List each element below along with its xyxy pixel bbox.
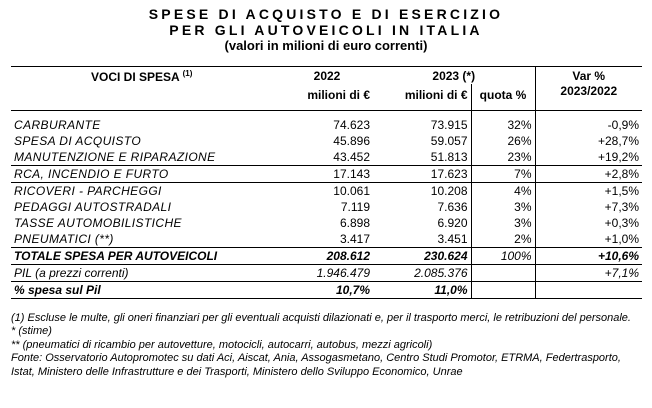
table-row bbox=[11, 133, 642, 149]
header-var: Var % bbox=[535, 67, 642, 85]
pil-row bbox=[11, 265, 642, 282]
table-cell: 51.813 bbox=[373, 149, 471, 166]
table-cell: +1,0% bbox=[535, 231, 642, 248]
title-line-2: PER GLI AUTOVEICOLI IN ITALIA bbox=[169, 22, 483, 38]
table-cell: % spesa sul Pil bbox=[11, 282, 281, 299]
table-cell: -0,9% bbox=[535, 117, 642, 133]
table-cell: 10.061 bbox=[333, 184, 370, 198]
table-cell: 23% bbox=[471, 149, 535, 166]
table-cell: 26% bbox=[471, 133, 535, 149]
table-cell: +10,6% bbox=[535, 248, 642, 265]
table-cell: PIL (a prezzi correnti) bbox=[11, 265, 281, 282]
table-cell: 2% bbox=[471, 231, 535, 248]
table-cell: 7.119 bbox=[340, 200, 370, 214]
title-subtitle: (valori in milioni di euro correnti) bbox=[224, 38, 428, 53]
table-row bbox=[11, 231, 642, 248]
table-row bbox=[11, 199, 642, 215]
table-cell: 73.915 bbox=[430, 118, 468, 132]
table-cell: CARBURANTE bbox=[14, 118, 101, 132]
table-cell bbox=[471, 265, 535, 282]
header-quota: quota % bbox=[471, 84, 535, 111]
table-cell: +28,7% bbox=[535, 133, 642, 149]
table-cell: 3% bbox=[471, 215, 535, 231]
table-cell: 74.623 bbox=[333, 118, 370, 132]
table-cell: +1,5% bbox=[535, 183, 642, 200]
table-cell: 1.946.479 bbox=[281, 265, 373, 282]
footnote-source: Fonte: Osservatorio Autopromotec su dati Aci, Aiscat, Ania, Assogasmetano, Centro Studi Promotor, ETRMA, Federtrasporto, Istat, Ministero delle Infrastrutture e dei Trasporti, Ministero dello Sviluppo Economico, Unrae bbox=[11, 352, 621, 378]
footnote-estimate: * (stime) bbox=[11, 325, 52, 338]
table-cell: +7,3% bbox=[535, 199, 642, 215]
unit-2022: milioni di € bbox=[281, 84, 373, 111]
pil-share-row bbox=[11, 282, 642, 299]
table-cell bbox=[535, 282, 642, 299]
table-row bbox=[11, 117, 642, 133]
table-cell: PEDAGGI AUTOSTRADALI bbox=[14, 200, 172, 214]
footnote-1: (1) Escluse le multe, gli oneri finanziari per gli eventuali acquisti dilazionati e, per il trasporto merci, le retribuzioni del personale. bbox=[11, 312, 631, 324]
table-cell: 7% bbox=[471, 166, 535, 183]
table-cell: 43.452 bbox=[281, 149, 373, 166]
table-cell: 6.898 bbox=[339, 216, 370, 230]
table-cell: 17.143 bbox=[281, 166, 373, 183]
table-cell: 7.636 bbox=[437, 200, 468, 214]
table-cell: PNEUMATICI (**) bbox=[11, 231, 281, 248]
table-cell: 2.085.376 bbox=[373, 265, 471, 282]
header-voci: VOCI DI SPESA $^{(1)}$ bbox=[11, 67, 281, 85]
table-cell: 45.896 bbox=[333, 134, 370, 148]
table-cell: 6.920 bbox=[437, 216, 468, 230]
table-cell: RICOVERI - PARCHEGGI bbox=[14, 184, 162, 198]
table-cell: 32% bbox=[471, 117, 535, 133]
footnotes bbox=[11, 312, 645, 379]
table-row bbox=[11, 149, 642, 166]
table-row bbox=[11, 183, 642, 200]
title-line-1: SPESE DI ACQUISTO E DI ESERCIZIO bbox=[148, 6, 504, 22]
table-cell bbox=[11, 84, 281, 111]
table-cell: 4% bbox=[471, 183, 535, 200]
table-cell: TASSE AUTOMOBILISTICHE bbox=[14, 216, 182, 230]
unit-2023: milioni di € bbox=[373, 84, 471, 111]
table-cell: 3.451 bbox=[373, 231, 471, 248]
header-2023: 2023 (*) bbox=[373, 67, 535, 85]
table-cell: 10.208 bbox=[430, 184, 468, 198]
table-cell: SPESA DI ACQUISTO bbox=[14, 134, 142, 148]
table-row bbox=[11, 215, 642, 231]
header-var-period: 2023/2022 bbox=[535, 84, 642, 111]
table-cell: 17.623 bbox=[373, 166, 471, 183]
table-cell: RCA, INCENDIO E FURTO bbox=[11, 166, 281, 183]
header-row bbox=[11, 67, 642, 85]
table-cell: +19,2% bbox=[535, 149, 642, 166]
table-cell: 3.417 bbox=[281, 231, 373, 248]
table-cell: +7,1% bbox=[535, 265, 642, 282]
table-cell: TOTALE SPESA PER AUTOVEICOLI bbox=[11, 248, 281, 265]
table-cell: 208.612 bbox=[281, 248, 373, 265]
table-row bbox=[11, 166, 642, 183]
table-cell: 230.624 bbox=[373, 248, 471, 265]
table-cell: MANUTENZIONE E RIPARAZIONE bbox=[11, 149, 281, 166]
header-2022: 2022 bbox=[281, 67, 373, 85]
header-units-row bbox=[11, 84, 642, 111]
table-cell: 100% bbox=[471, 248, 535, 265]
table-cell: 11,0% bbox=[373, 282, 471, 299]
table-cell: 59.057 bbox=[430, 134, 468, 148]
table-cell bbox=[471, 282, 535, 299]
footnote-tyres: ** (pneumatici di ricambio per autovetture, motocicli, autocarri, autobus, mezzi agricoli) bbox=[11, 338, 433, 351]
total-row bbox=[11, 248, 642, 265]
table-cell: 3% bbox=[471, 199, 535, 215]
table-cell: +2,8% bbox=[535, 166, 642, 183]
table-cell: 10,7% bbox=[281, 282, 373, 299]
spending-table bbox=[11, 66, 642, 299]
table-cell: +0,3% bbox=[535, 215, 642, 231]
